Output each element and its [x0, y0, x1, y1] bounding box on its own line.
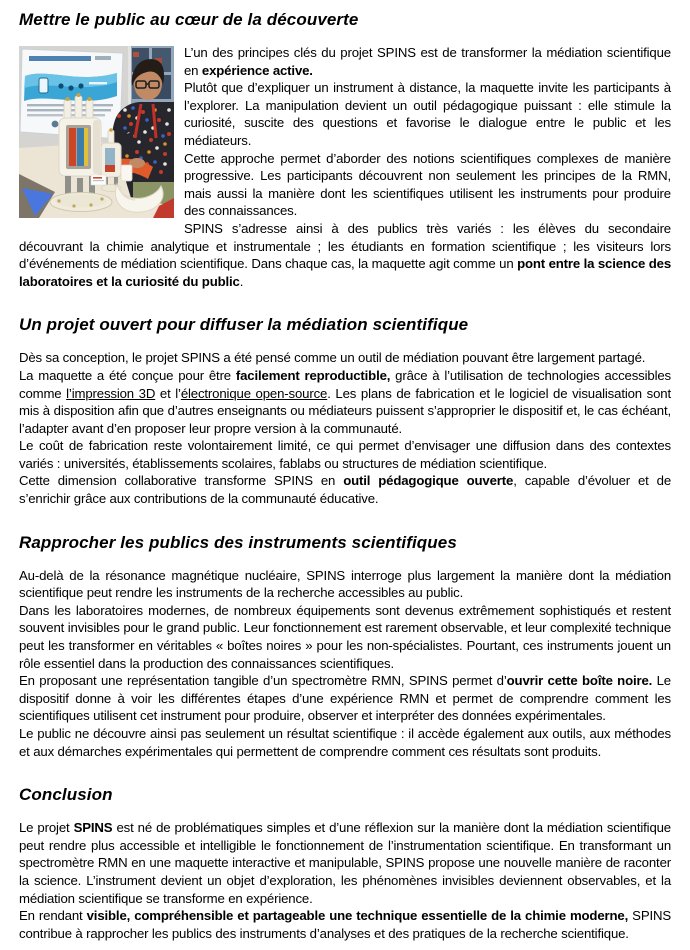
text-run: Au-delà de la résonance magnétique nucléaire, SPINS interroge plus largement la manière dont la médiation scientifique peut rendre les instruments de la recherche accessibles au public.	[19, 567, 671, 601]
text-run: facilement reproductible,	[235, 367, 391, 383]
paragraph	[19, 602, 671, 672]
paragraph	[19, 220, 671, 290]
text-run: Dès sa conception, le projet SPINS a été pensé comme un outil de médiation pouvant être largement partagé.	[19, 350, 646, 366]
paragraph	[19, 349, 671, 367]
text-run: .	[239, 273, 244, 289]
paper	[91, 175, 106, 185]
section-projet-ouvert	[19, 315, 671, 507]
text-run: En proposant une représentation tangible d’un spectromètre RMN, SPINS permet d’	[19, 673, 507, 689]
paragraph	[19, 472, 671, 507]
text-run: SPINS contribue à rapprocher les publics des instruments d’analyses et des pratiques de la recherche scientifique.	[19, 908, 671, 941]
inline-link[interactable]: l’impression 3D	[66, 385, 156, 401]
text-run: Le projet	[19, 820, 74, 836]
text-run: outil pédagogique ouverte	[343, 473, 514, 489]
text-run: Le coût de fabrication reste volontairement limité, ce qui permet d’envisager une diffusion dans des contextes variés : universités, établissements scolaires, fablabs ou structures de médiation scientifique.	[19, 438, 671, 471]
text-run: ouvrir cette boîte noire.	[506, 673, 653, 689]
text-run: Plutôt que d’expliquer un instrument à distance, la maquette invite les participants à l’explorer. La manipulation devient un outil pédagogique puissant : elle stimule la curiosité, suscite des questions et favorise le dialogue entre le public et les médiateurs.	[184, 80, 671, 148]
text-run: visible, compréhensible et partageable une technique essentielle de la chimie moderne,	[86, 908, 629, 924]
section-heading-rapprocher-les-publics: Rapprocher les publics des instruments scientifiques	[19, 532, 457, 552]
section-heading-conclusion: Conclusion	[19, 785, 113, 805]
text-run: SPINS	[73, 820, 113, 836]
paragraph	[19, 672, 671, 725]
text-run: grâce à l’utilisation de technologies accessibles comme	[19, 367, 671, 401]
paragraph	[19, 819, 671, 907]
paragraph	[19, 567, 671, 602]
text-run: est né de problématiques simples et d’une réflexion sur la manière dont la médiation scientifique peut rendre plus accessible et intelligible le fonctionnement de l’instrumentation scientifique. En transformant un spectromètre RMN en une maquette interactive et manipulable, SPINS propose une nouvelle manière de raconter la science. L’instrument devient un objet d’exploration, les phénomènes invisibles deviennent observables, et la médiation scientifique se transforme en expérience.	[19, 820, 671, 906]
text-run: Dans les laboratoires modernes, de nombreux équipements sont devenus extrêmement sophistiqués et restent souvent invisibles pour le grand public. Leur fonctionnement est rarement observable, et leur complexité technique peut les transformer en véritables « boîtes noires » pour les non-spécialistes. Pourtant, ces instruments jouent un rôle essentiel dans la production des connaissances scientifiques.	[19, 602, 671, 671]
text-run: Cette approche permet d’aborder des notions scientifiques complexes de manière progressive. Les participants découvrent non seulement les principes de la RMN, mais aussi la manière dont les scientifiques utilisent les instruments pour produire des connaissances.	[184, 150, 671, 219]
section-heading-mettre-le-public: Mettre le public au cœur de la découverte	[19, 10, 359, 29]
section-rapprocher-les-publics	[19, 533, 671, 761]
text-run: Le public ne découvre ainsi pas seulement un résultat scientifique : il accède également aux outils, aux méthodes et aux démarches expérimentales qui permettent de comprendre comment ces résultats sont produits.	[19, 726, 671, 759]
inline-link[interactable]: électronique open-source	[180, 385, 328, 401]
section-mettre-le-public	[19, 10, 671, 290]
text-run: Le dispositif donne à voir les différentes étapes d’une expérience RMN et permet de comprendre comment les scientifiques utilisent cet instrument pour produire, observer et interpréter des données expérimentales.	[19, 673, 671, 724]
text-run: Cette dimension collaborative transforme SPINS en	[19, 473, 344, 489]
section-conclusion	[19, 785, 671, 942]
text-run: pont entre la science des laboratoires et la curiosité du public	[19, 256, 672, 289]
text-run: expérience active.	[201, 62, 313, 78]
paragraph	[19, 437, 671, 472]
paragraph	[19, 907, 671, 942]
text-run: En rendant	[19, 908, 87, 924]
cup	[121, 165, 132, 181]
text-run: et l’	[155, 385, 181, 401]
text-run: SPINS s’adresse ainsi à des publics très variés : les élèves du secondaire découvrant la chimie analytique et instrumentale ; les étudiants en formation scientifique ; les visiteurs lors d’événements de médiation scientifique. Dans chaque cas, la maquette agit comme un	[19, 220, 671, 272]
section-heading-projet-ouvert: Un projet ouvert pour diffuser la médiation scientifique	[19, 315, 469, 335]
spins-demo-photo-illustration	[19, 46, 174, 218]
text-run: , capable d’évoluer et de s’enrichir grâce aux contributions de la communauté éducative.	[19, 473, 671, 507]
paragraph	[19, 725, 671, 760]
text-run: La maquette a été conçue pour être	[19, 367, 236, 383]
paragraph	[19, 367, 671, 437]
spins-demo-photo	[19, 46, 174, 218]
text-run: L’un des principes clés du projet SPINS est de transformer la médiation scientifique en	[184, 45, 671, 78]
text-run: . Les plans de fabrication et le logiciel de visualisation sont mis à disposition afin que d’autres enseignants ou médiateurs puissent s’approprier le dispositif et, le cas échéant, l’adapter avant d’en proposer leur propre version à la communauté.	[19, 385, 671, 436]
